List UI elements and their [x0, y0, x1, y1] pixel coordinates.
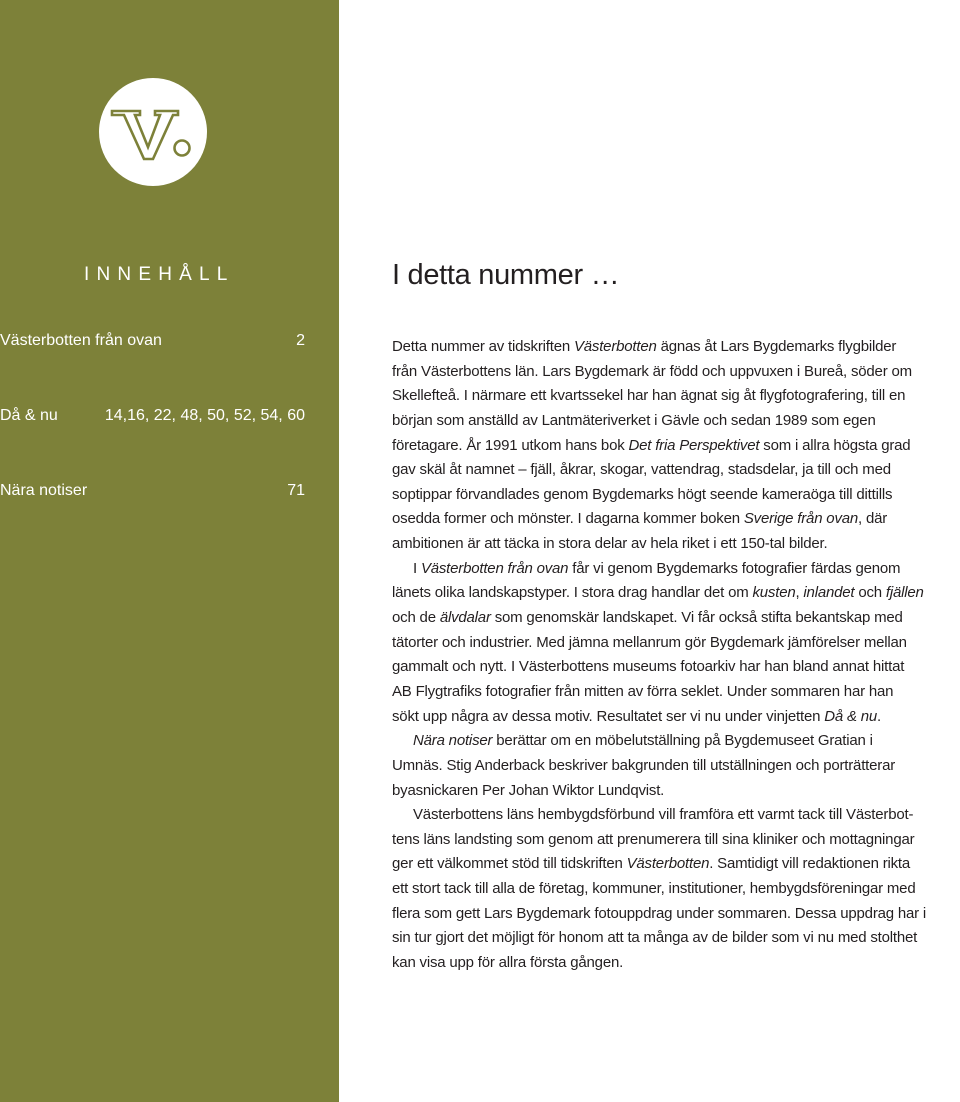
text-line	[392, 557, 960, 582]
text-run: länets olika landskapstyper. I stora drag handlar det om	[392, 584, 753, 602]
text-run: berättar om en möbelutställning på Bygdemuseet Gratian i	[492, 732, 873, 750]
text-run: byasnickaren Per Johan Wiktor Lundqvist.	[392, 781, 665, 799]
text-line	[392, 384, 960, 409]
text-line	[392, 409, 960, 434]
text-line	[392, 483, 960, 508]
text-line	[392, 335, 960, 360]
v-logo-icon	[99, 78, 207, 186]
text-run: AB Flygtrafiks fotografier från mitten av förra seklet. Under sommaren har han	[392, 682, 894, 700]
text-run: Umnäs. Stig Anderback beskriver bakgrunden till utställningen och porträtterar	[392, 756, 896, 774]
text-run: Västerbottens läns hembygdsförbund vill framföra ett varmt tack till Västerbot-	[413, 806, 914, 824]
toc-entry-title: Nära notiser	[0, 482, 88, 499]
italic-text: fjällen	[885, 584, 924, 602]
text-run: ägnas åt Lars Bygdemarks flygbilder	[656, 338, 897, 355]
text-line	[392, 951, 960, 976]
text-run: Skellefteå. I närmare ett kvartssekel har han ägnat sig åt flygfotografering, till en	[392, 387, 906, 405]
text-run: ett stort tack till alla de företag, kommuner, institutioner, hembygdsföreningar med	[392, 880, 916, 898]
text-run: gav skäl åt namnet – fjäll, åkrar, skogar, vattendrag, stadsdelar, ja till och med	[392, 461, 891, 479]
text-run: tens läns landsting som genom att prenumerera till sina kliniker och mottagningar	[392, 830, 915, 848]
text-run: ambitionen är att täcka in stora delar av hela riket i ett 150-tal bilder.	[392, 535, 828, 553]
text-line	[392, 705, 960, 730]
article-body	[392, 335, 960, 976]
toc-entry[interactable]	[0, 407, 305, 431]
text-run: , där	[858, 510, 888, 528]
text-line	[392, 754, 960, 779]
text-line	[392, 902, 960, 927]
italic-text: Västerbotten från ovan	[420, 559, 569, 577]
text-run: gammalt och nytt. I Västerbottens museums fotoarkiv har han bland annat hittat	[392, 658, 905, 676]
text-run: Detta nummer av tidskriften	[392, 338, 574, 355]
toc-heading: INNEHÅLL	[84, 264, 235, 285]
page-title: I detta nummer …	[392, 259, 620, 291]
text-run: och de	[392, 609, 440, 627]
paragraph	[392, 557, 960, 729]
text-line	[392, 434, 960, 459]
text-run: flera som gett Lars Bygdemark fotouppdrag under sommaren. Dessa uppdrag har i	[392, 904, 927, 922]
text-line	[392, 926, 960, 951]
text-line	[392, 360, 960, 385]
paragraph	[392, 729, 960, 803]
italic-text: Nära notiser	[413, 732, 493, 750]
text-run: företagare. År 1991 utkom hans bok	[392, 436, 629, 454]
text-line	[392, 458, 960, 483]
text-line	[392, 877, 960, 902]
text-line	[392, 729, 960, 754]
italic-text: Då & nu	[824, 707, 878, 725]
text-run: som i allra högsta grad	[759, 436, 911, 454]
text-run: ger ett välkommet stöd till tidskriften	[392, 855, 627, 873]
text-run: början som anställd av Lantmäteriverket i Gävle och sedan 1989 som egen	[392, 411, 876, 429]
text-run: kan visa upp för allra första gången.	[392, 954, 624, 972]
text-run: . Samtidigt vill redaktionen rikta	[709, 855, 911, 873]
text-line	[392, 581, 960, 606]
text-line	[392, 779, 960, 804]
toc-entry-title: Västerbotten från ovan	[0, 332, 162, 349]
text-run: osedda former och mönster. I dagarna kommer boken	[392, 510, 744, 528]
toc-entry[interactable]	[0, 482, 305, 506]
text-run: soptippar förvandlades genom Bygdemarks högt seende kameraöga till dittills	[392, 485, 893, 503]
text-run: .	[877, 707, 881, 725]
text-run: I	[413, 559, 421, 577]
text-run: som genomskär landskapet. Vi får också stifta bekantskap med	[490, 609, 903, 627]
text-line	[392, 680, 960, 705]
toc-entry-title: Då & nu	[0, 407, 58, 424]
toc-entry[interactable]	[0, 332, 305, 356]
text-line	[392, 532, 960, 557]
paragraph	[392, 335, 960, 557]
italic-text: Västerbotten	[573, 338, 657, 355]
toc-entry-pages: 14,16, 22, 48, 50, 52, 54, 60	[104, 407, 305, 424]
text-line	[392, 631, 960, 656]
text-line	[392, 507, 960, 532]
text-line	[392, 828, 960, 853]
italic-text: Det fria Perspektivet	[628, 436, 760, 454]
text-run: sin tur gjort det möjligt för honom att ta många av de bilder som vi nu med stolthet	[392, 929, 918, 947]
italic-text: Sverige från ovan	[743, 510, 859, 528]
text-run: och	[854, 584, 886, 602]
text-run: får vi genom Bygdemarks fotografier färdas genom	[568, 559, 901, 577]
italic-text: Västerbotten	[626, 855, 710, 873]
text-run: sökt upp några av dessa motiv. Resultatet ser vi nu under vinjetten	[392, 707, 825, 725]
text-line	[392, 655, 960, 680]
logo	[99, 78, 207, 186]
text-line	[392, 852, 960, 877]
italic-text: älvdalar	[439, 609, 491, 627]
text-line	[392, 803, 960, 828]
text-run: ,	[795, 584, 804, 602]
text-line	[392, 606, 960, 631]
sidebar	[0, 0, 339, 1102]
toc-entry-pages: 2	[296, 332, 305, 349]
toc-entry-pages: 71	[287, 482, 305, 499]
italic-text: inlandet	[803, 584, 855, 602]
text-run: tätorter och industrier. Med jämna mellanrum gör Bygdemark jämförelser mellan	[392, 633, 907, 651]
italic-text: kusten	[752, 584, 796, 602]
text-run: från Västerbottens län. Lars Bygdemark är född och uppvuxen i Bureå, söder om	[392, 362, 912, 380]
paragraph	[392, 803, 960, 975]
